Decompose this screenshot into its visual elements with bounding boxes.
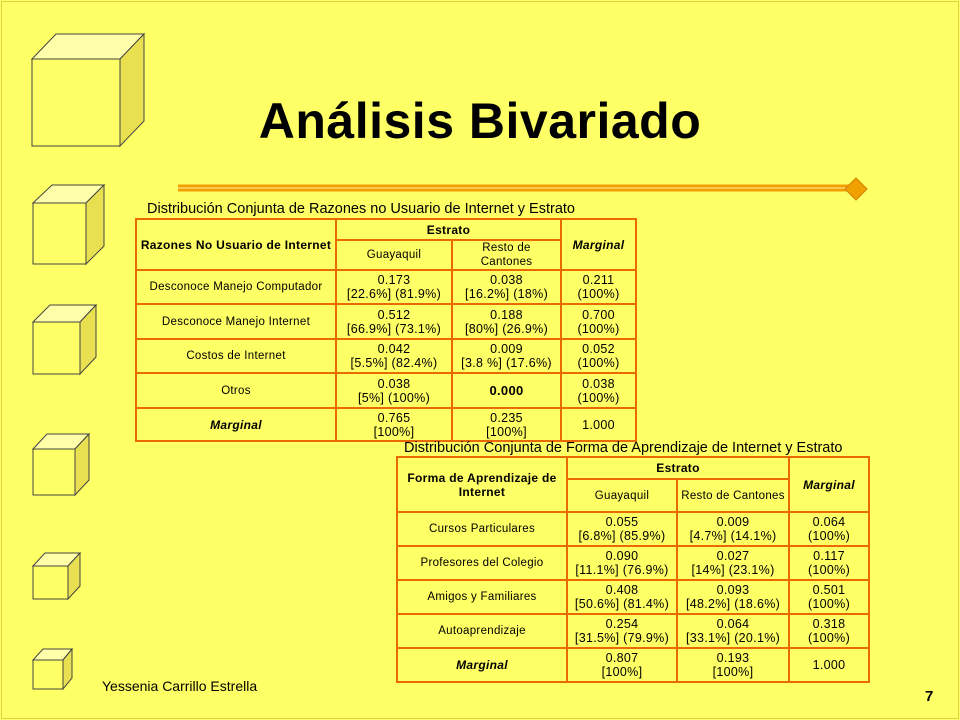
cell-value: 0.009 bbox=[716, 515, 750, 529]
cell-value: 0.038 bbox=[377, 376, 411, 391]
cell-percent: (100%) bbox=[577, 390, 620, 405]
row-label: Profesores del Colegio bbox=[397, 546, 567, 580]
cell-resto bbox=[452, 339, 561, 373]
cell-value: 0.027 bbox=[716, 549, 750, 563]
row-label: Marginal bbox=[397, 648, 567, 682]
cell-value: 0.193 bbox=[716, 651, 750, 665]
cell-value: 0.318 bbox=[812, 617, 846, 631]
cell-marginal bbox=[561, 270, 636, 304]
cell-resto bbox=[452, 270, 561, 304]
cell-guayaquil bbox=[336, 339, 452, 373]
table1-row-header: Razones No Usuario de Internet bbox=[136, 219, 336, 270]
table2 bbox=[396, 456, 870, 683]
cell-marginal bbox=[789, 512, 869, 546]
cell-marginal bbox=[561, 373, 636, 408]
cell-percent: (100%) bbox=[577, 321, 620, 336]
cell-value: 0.038 bbox=[490, 273, 523, 287]
cell-percent: [80%] (26.9%) bbox=[464, 321, 549, 336]
cell-marginal: 1.000 bbox=[561, 408, 636, 441]
page-number: 7 bbox=[925, 688, 934, 705]
table-row bbox=[136, 339, 636, 373]
cell-marginal bbox=[789, 546, 869, 580]
cell-percent: (100%) bbox=[577, 356, 620, 370]
table-row-total bbox=[397, 648, 869, 682]
table1 bbox=[135, 218, 637, 442]
cell-percent: (100%) bbox=[807, 529, 851, 543]
table-row bbox=[136, 373, 636, 408]
cell-value: 0.009 bbox=[490, 342, 523, 356]
cell-percent: [48.2%] (18.6%) bbox=[685, 597, 781, 611]
cell-percent: [14%] (23.1%) bbox=[691, 563, 775, 577]
table2-caption: Distribución Conjunta de Forma de Aprendizaje de Internet y Estrato bbox=[404, 440, 843, 456]
diamond-icon bbox=[845, 178, 867, 200]
cell-value: 0.254 bbox=[605, 617, 639, 631]
table1-group-header: Estrato bbox=[336, 219, 561, 240]
cell-value: 0.807 bbox=[605, 651, 639, 665]
cell-marginal bbox=[561, 339, 636, 373]
cell-value: 0.408 bbox=[605, 583, 639, 597]
cell-value: 0.052 bbox=[582, 342, 615, 356]
table-row bbox=[397, 580, 869, 614]
cell-value: 0.093 bbox=[716, 583, 750, 597]
cell-percent: [16.2%] (18%) bbox=[464, 287, 549, 301]
table2-row-header: Forma de Aprendizaje de Internet bbox=[397, 457, 567, 512]
table1-col-resto: Resto de Cantones bbox=[452, 240, 561, 270]
cell-value: 0.512 bbox=[377, 307, 411, 322]
cell-value: 0.211 bbox=[582, 273, 615, 287]
cell-value: 0.090 bbox=[605, 549, 639, 563]
table2-marginal-header: Marginal bbox=[789, 457, 869, 512]
row-label: Autoaprendizaje bbox=[397, 614, 567, 648]
cell-percent: [3.8 %] (17.6%) bbox=[461, 356, 552, 370]
cell-marginal bbox=[789, 614, 869, 648]
cell-percent: [100%] bbox=[486, 424, 527, 439]
cell-guayaquil bbox=[336, 304, 452, 339]
cell-guayaquil bbox=[336, 270, 452, 304]
cell-marginal bbox=[789, 580, 869, 614]
cell-value: 0.765 bbox=[377, 410, 411, 425]
cell-value: 0.038 bbox=[582, 376, 615, 391]
footer-author: Yessenia Carrillo Estrella bbox=[102, 678, 258, 694]
row-label: Amigos y Familiares bbox=[397, 580, 567, 614]
table1-caption: Distribución Conjunta de Razones no Usuario de Internet y Estrato bbox=[147, 201, 575, 217]
table-row bbox=[136, 304, 636, 339]
cell-value: 0.501 bbox=[812, 583, 846, 597]
table-row bbox=[397, 614, 869, 648]
cell-guayaquil bbox=[567, 580, 677, 614]
cell-percent: [5.5%] (82.4%) bbox=[350, 356, 438, 370]
cube-5 bbox=[33, 553, 80, 599]
cell-value: 0.173 bbox=[377, 273, 411, 287]
row-label: Otros bbox=[136, 373, 336, 408]
table1-marginal-header: Marginal bbox=[561, 219, 636, 270]
cell-resto bbox=[677, 512, 789, 546]
cell-resto bbox=[677, 580, 789, 614]
cube-4 bbox=[33, 434, 89, 495]
cell-percent: [22.6%] (81.9%) bbox=[346, 287, 442, 301]
cell-percent: (100%) bbox=[807, 563, 851, 577]
cube-3 bbox=[33, 305, 96, 374]
table1-col-guayaquil: Guayaquil bbox=[336, 240, 452, 270]
table-row bbox=[136, 270, 636, 304]
cell-percent: [31.5%] (79.9%) bbox=[574, 631, 670, 645]
cell-value: 0.700 bbox=[582, 307, 615, 322]
table2-group-header: Estrato bbox=[567, 457, 789, 479]
cell-percent: [100%] bbox=[373, 424, 415, 439]
cell-percent: [6.8%] (85.9%) bbox=[578, 529, 666, 543]
table-row bbox=[397, 512, 869, 546]
row-label: Desconoce Manejo Internet bbox=[136, 304, 336, 339]
cell-value: 0.064 bbox=[716, 617, 750, 631]
cell-value: 0.055 bbox=[605, 515, 639, 529]
cell-guayaquil bbox=[567, 546, 677, 580]
cell-guayaquil bbox=[336, 408, 452, 441]
cell-guayaquil bbox=[336, 373, 452, 408]
cell-value: 0.188 bbox=[490, 307, 523, 322]
row-label: Cursos Particulares bbox=[397, 512, 567, 546]
cell-marginal: 1.000 bbox=[789, 648, 869, 682]
cube-6 bbox=[33, 649, 72, 689]
row-label: Marginal bbox=[136, 408, 336, 441]
cell-resto bbox=[677, 546, 789, 580]
cell-percent: [4.7%] (14.1%) bbox=[689, 529, 777, 543]
cell-resto bbox=[452, 408, 561, 441]
cell-percent: [11.1%] (76.9%) bbox=[575, 563, 669, 577]
cell-value: 0.064 bbox=[812, 515, 846, 529]
cell-resto bbox=[452, 304, 561, 339]
cell-guayaquil bbox=[567, 648, 677, 682]
cell-resto: 0.000 bbox=[452, 373, 561, 408]
cell-value: 0.117 bbox=[813, 549, 845, 563]
cell-percent: (100%) bbox=[807, 631, 851, 645]
cell-percent: [5%] (100%) bbox=[357, 390, 431, 405]
cell-percent: [100%] bbox=[712, 665, 754, 679]
cell-percent: [33.1%] (20.1%) bbox=[685, 631, 781, 645]
cell-resto bbox=[677, 614, 789, 648]
title-underline bbox=[0, 0, 960, 210]
cell-percent: (100%) bbox=[577, 287, 620, 301]
slide-title: Análisis Bivariado bbox=[258, 93, 702, 149]
table2-col-resto: Resto de Cantones bbox=[677, 479, 789, 512]
row-label: Costos de Internet bbox=[136, 339, 336, 373]
cell-value: 0.042 bbox=[377, 342, 411, 356]
cell-guayaquil bbox=[567, 614, 677, 648]
row-label: Desconoce Manejo Computador bbox=[136, 270, 336, 304]
cell-guayaquil bbox=[567, 512, 677, 546]
cell-percent: [100%] bbox=[601, 665, 643, 679]
cell-percent: [50.6%] (81.4%) bbox=[574, 597, 670, 611]
cell-resto bbox=[677, 648, 789, 682]
table-row bbox=[397, 546, 869, 580]
table-row-total bbox=[136, 408, 636, 441]
cell-percent: (100%) bbox=[807, 597, 851, 611]
table2-col-guayaquil: Guayaquil bbox=[567, 479, 677, 512]
cell-value: 0.235 bbox=[490, 410, 523, 425]
cell-percent: [66.9%] (73.1%) bbox=[346, 321, 442, 336]
cell-marginal bbox=[561, 304, 636, 339]
